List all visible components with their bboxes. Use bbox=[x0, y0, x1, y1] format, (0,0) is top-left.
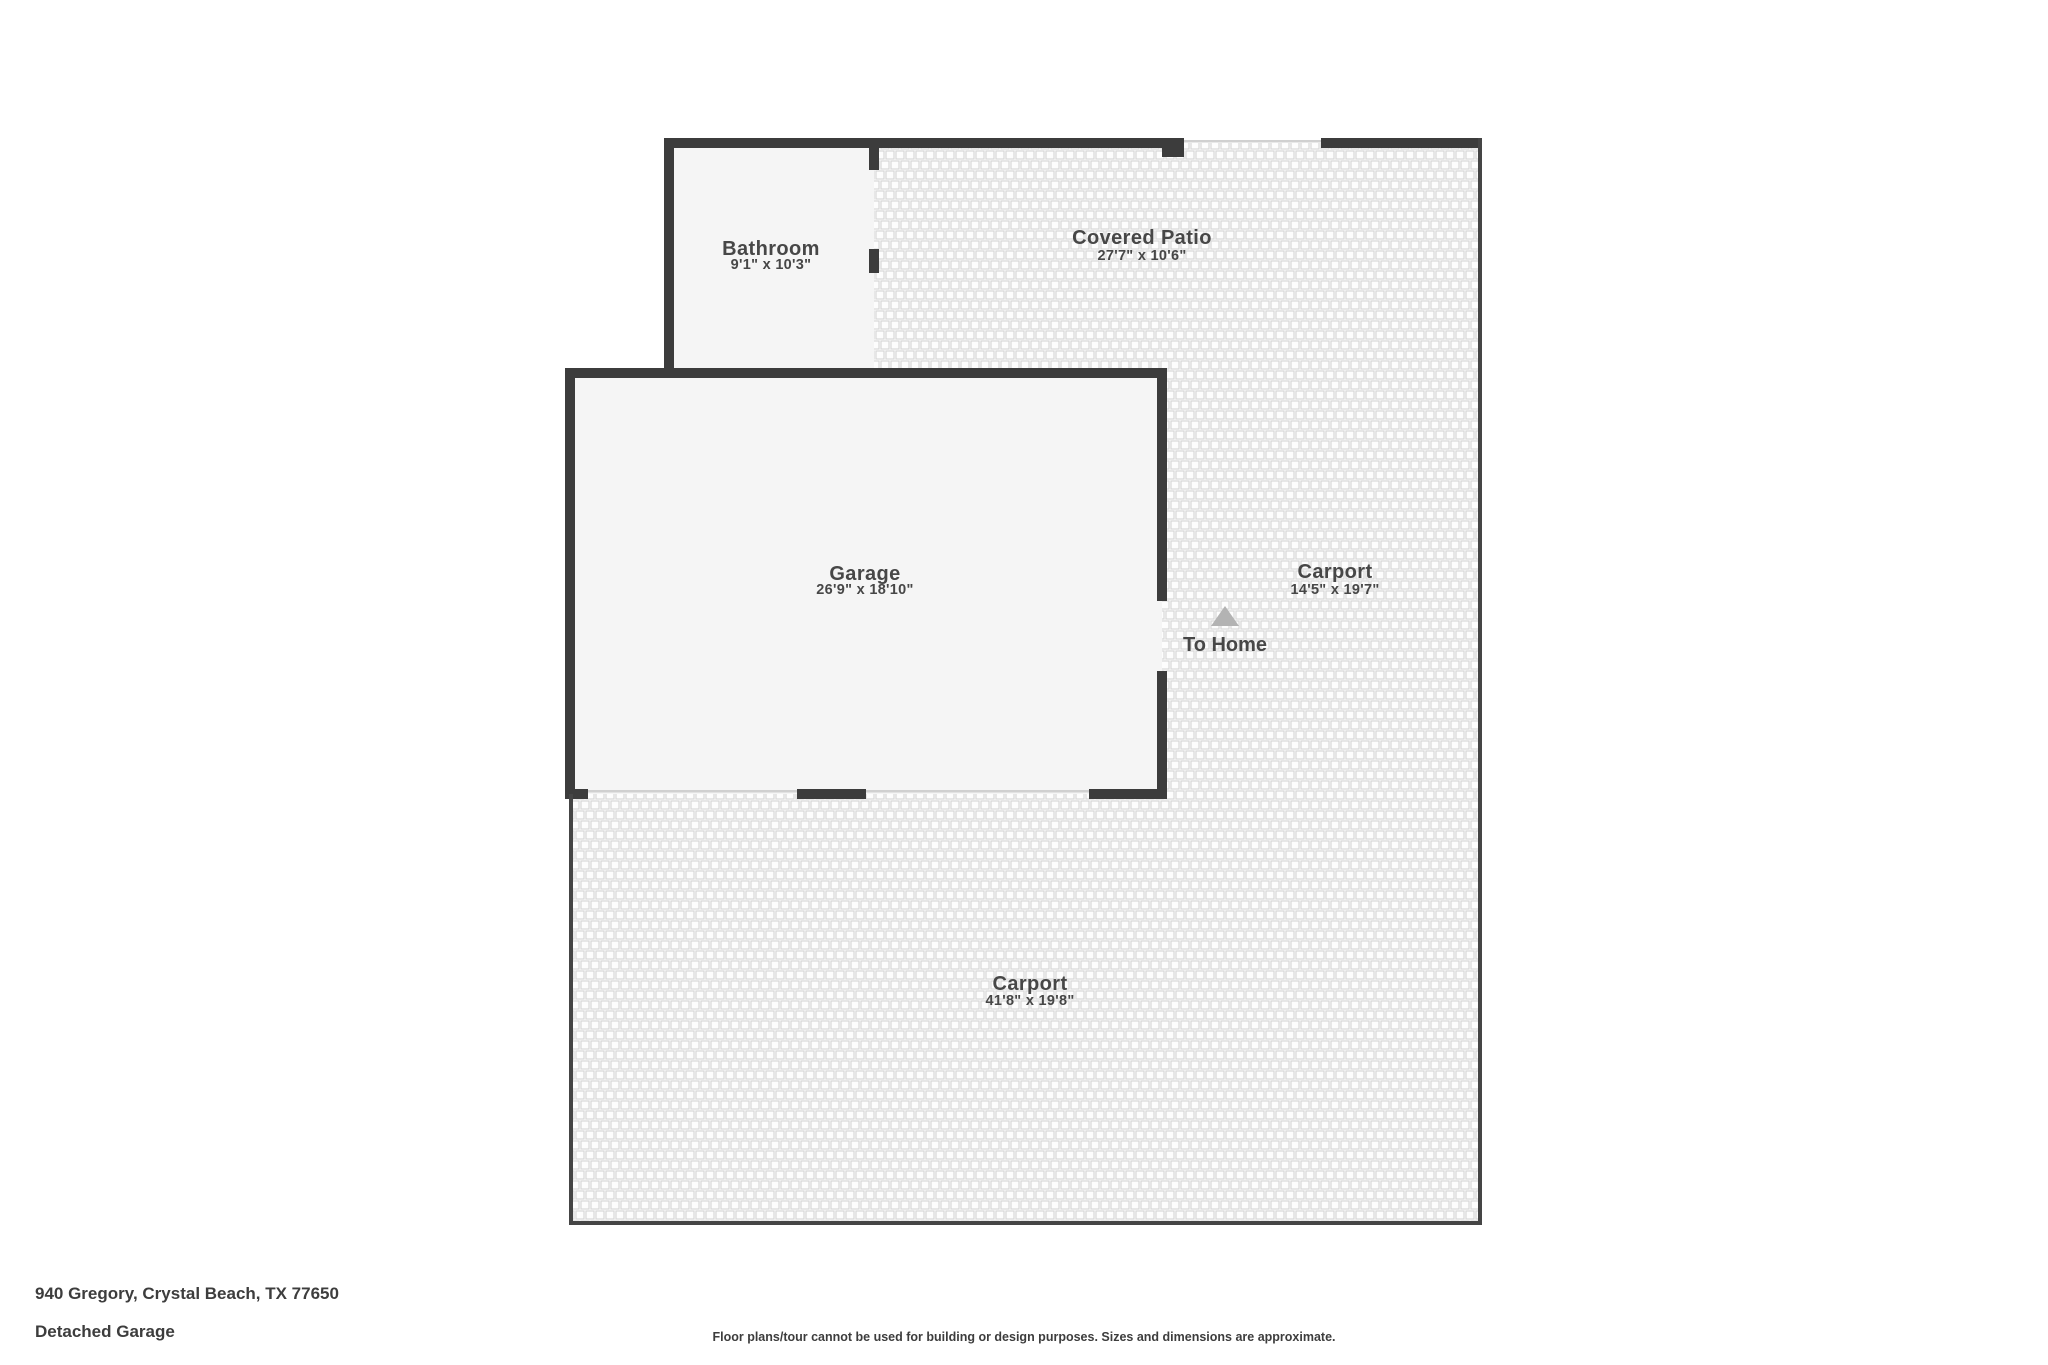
room-dims-bathroom: 9'1" x 10'3" bbox=[730, 257, 812, 273]
room-label-garage: Garage bbox=[829, 563, 901, 585]
garage-room bbox=[570, 373, 1162, 794]
carport-right-floor bbox=[1162, 373, 1481, 794]
room-dims-garage: 26'9" x 18'10" bbox=[816, 582, 914, 598]
room-label-carport-bottom: Carport bbox=[992, 973, 1068, 995]
room-dims-covered-patio: 27'7" x 10'6" bbox=[1097, 248, 1187, 264]
covered-patio-floor bbox=[874, 143, 1481, 373]
address-text: 940 Gregory, Crystal Beach, TX 77650 bbox=[35, 1284, 339, 1303]
carport-bottom-floor bbox=[571, 794, 1481, 1222]
room-label-carport-right: Carport bbox=[1297, 561, 1373, 583]
bathroom-room bbox=[669, 143, 874, 373]
disclaimer-text: Floor plans/tour cannot be used for building or design purposes. Sizes and dimensions are approximate. bbox=[712, 1330, 1336, 1344]
room-dims-carport-bottom: 41'8" x 19'8" bbox=[985, 993, 1075, 1009]
room-label-bathroom: Bathroom bbox=[722, 238, 820, 260]
to-home-label: To Home bbox=[1182, 634, 1268, 656]
room-label-covered-patio: Covered Patio bbox=[1072, 227, 1212, 249]
room-dims-carport-right: 14'5" x 19'7" bbox=[1290, 582, 1380, 598]
plan-title: Detached Garage bbox=[35, 1322, 175, 1341]
